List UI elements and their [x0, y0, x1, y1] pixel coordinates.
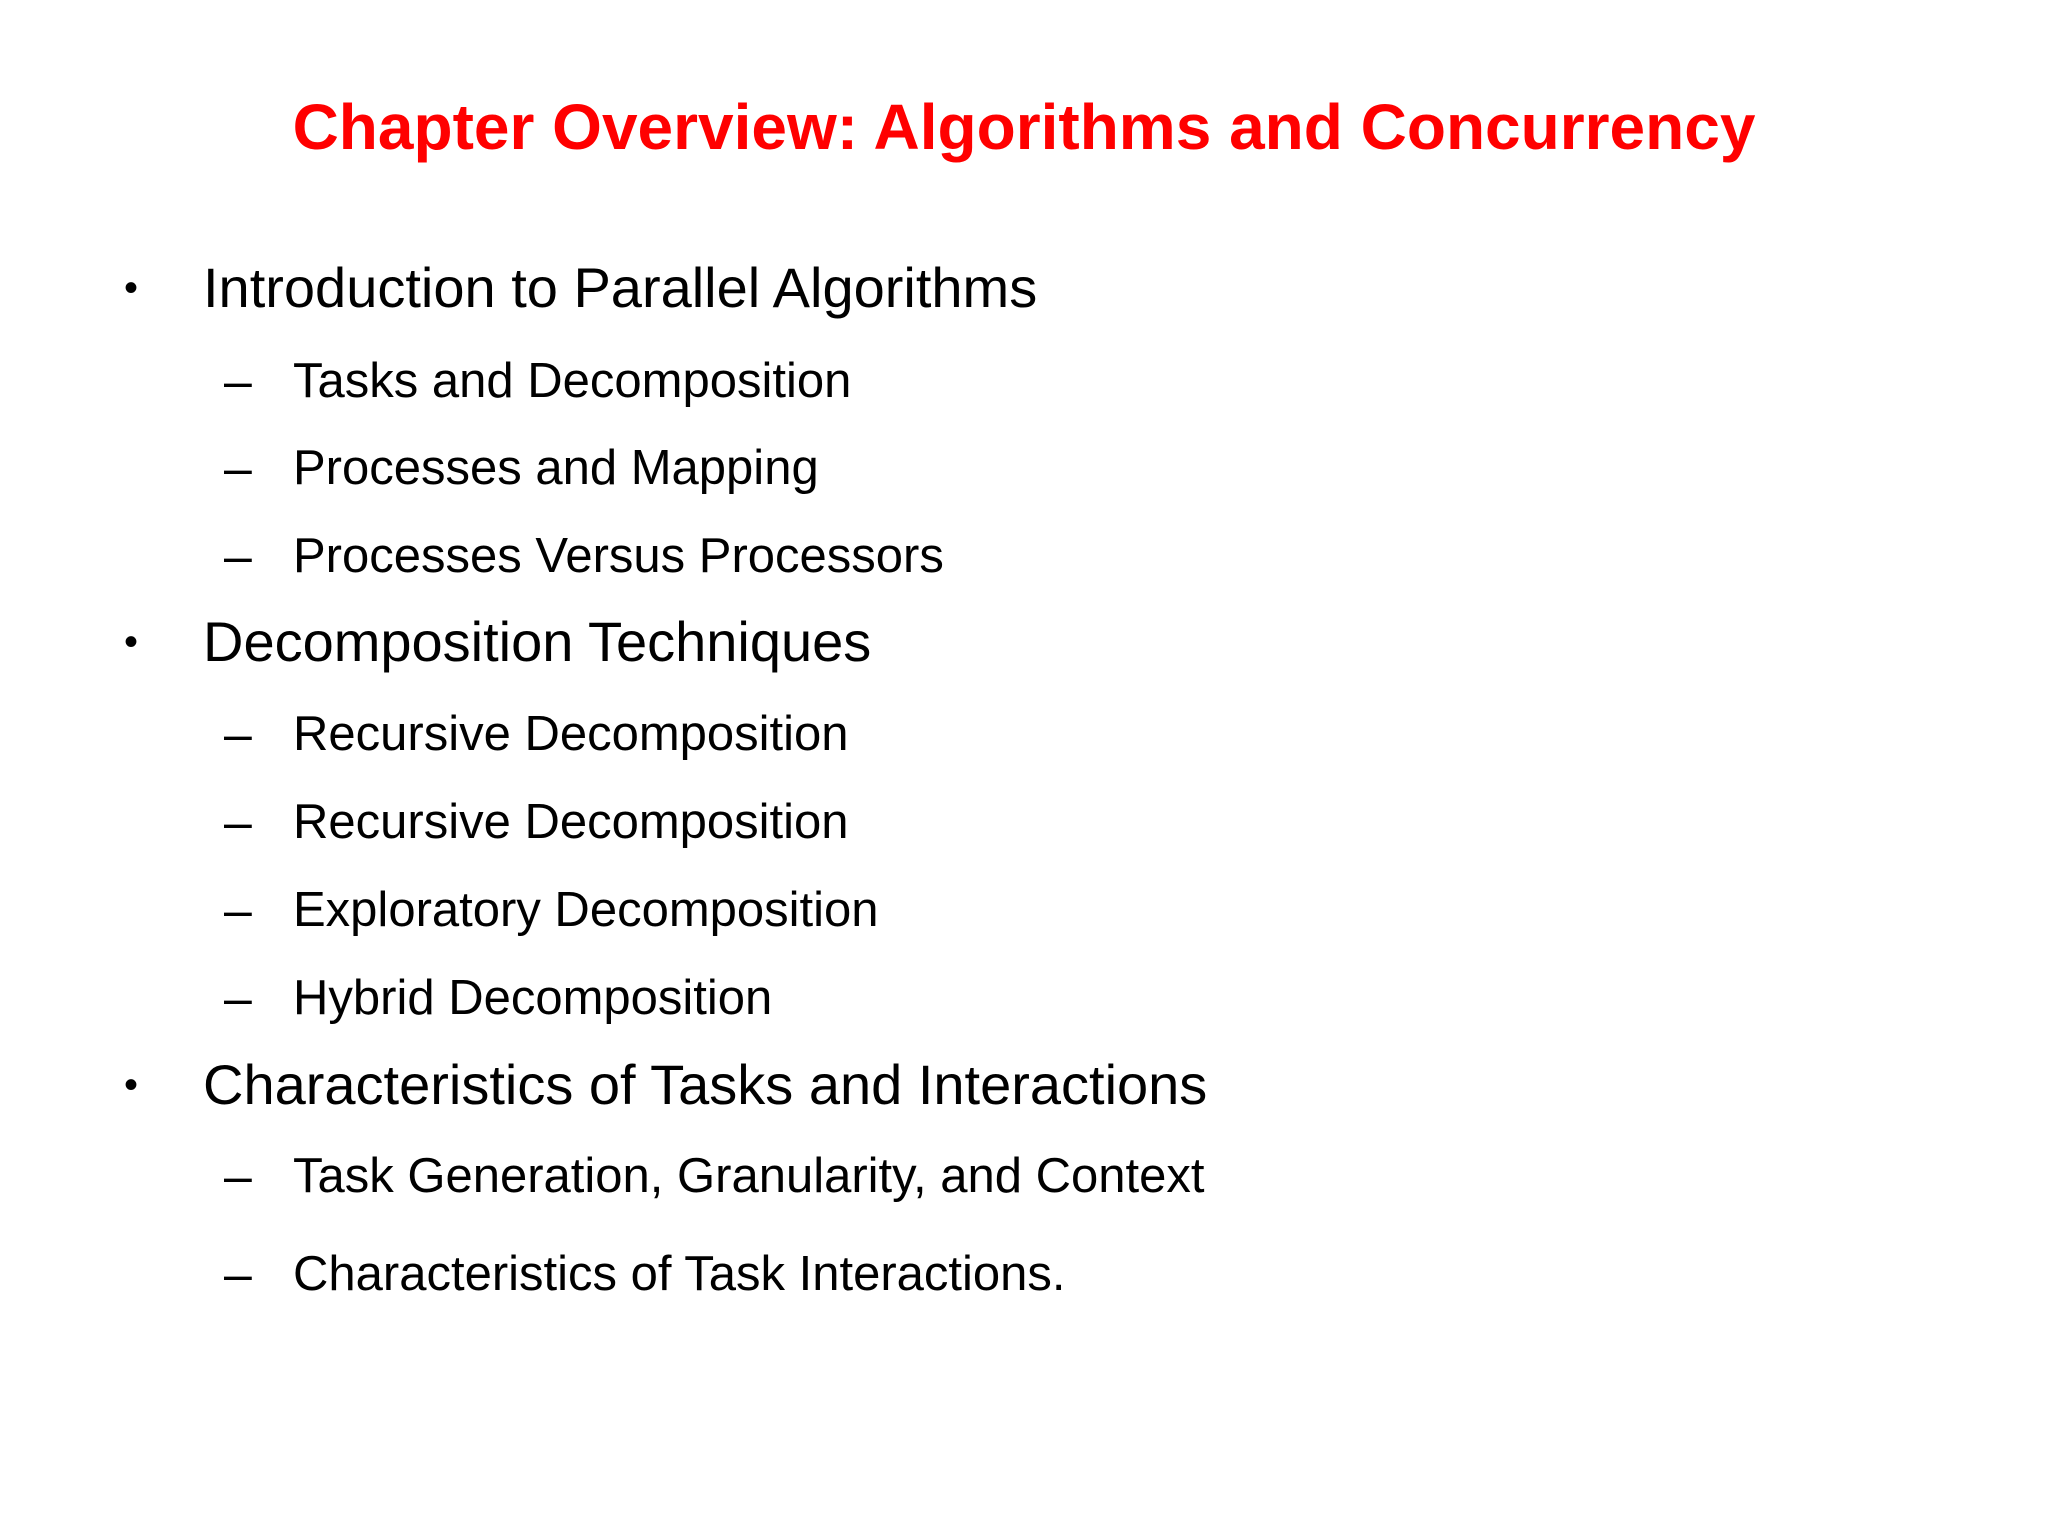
dash-icon: – — [224, 794, 252, 850]
sub-item-text: Characteristics of Task Interactions. — [293, 1247, 1066, 1301]
bullet-text: Characteristics of Tasks and Interactions — [203, 1053, 1208, 1116]
dash-icon: – — [224, 1246, 252, 1302]
dash-icon: – — [224, 706, 252, 762]
bullet-icon: • — [124, 620, 139, 664]
sub-item-text: Recursive Decomposition — [293, 795, 849, 849]
bullet-icon: • — [124, 266, 139, 310]
bullet-text: Decomposition Techniques — [203, 610, 872, 673]
sub-item-text: Task Generation, Granularity, and Context — [293, 1149, 1205, 1203]
sub-item-text: Hybrid Decomposition — [293, 971, 773, 1025]
sub-item-text: Processes Versus Processors — [293, 529, 944, 583]
slide-title: Chapter Overview: Algorithms and Concurrency — [292, 91, 1756, 163]
sub-item-text: Exploratory Decomposition — [293, 883, 879, 937]
sub-item-text: Recursive Decomposition — [293, 707, 849, 761]
bullet-icon: • — [124, 1063, 139, 1107]
dash-icon: – — [224, 1148, 252, 1204]
dash-icon: – — [224, 528, 252, 584]
dash-icon: – — [224, 440, 252, 496]
sub-item-text: Processes and Mapping — [293, 441, 819, 495]
dash-icon: – — [224, 970, 252, 1026]
bullet-text: Introduction to Parallel Algorithms — [203, 256, 1038, 319]
dash-icon: – — [224, 882, 252, 938]
sub-item-text: Tasks and Decomposition — [293, 354, 852, 408]
dash-icon: – — [224, 353, 252, 409]
